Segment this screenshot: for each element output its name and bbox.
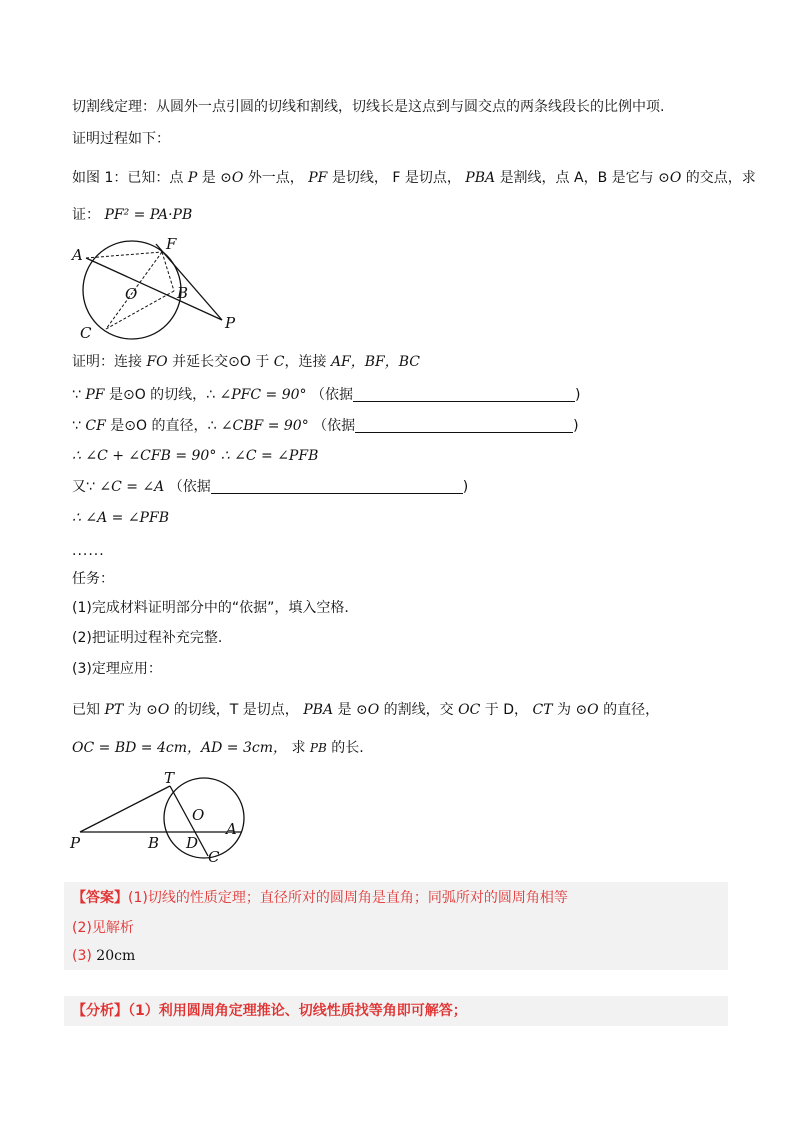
fig2-label-O: O (192, 806, 205, 824)
fig2-label-P: P (70, 834, 81, 852)
proof-ellipsis: ...... (72, 543, 105, 559)
fig1-label-A: A (72, 246, 83, 264)
fig1-label-P: P (225, 314, 236, 332)
answer-box (64, 882, 728, 970)
fig2-label-C: C (208, 848, 220, 866)
proof-header: 证明过程如下： (72, 131, 170, 147)
theorem-text: 切割线定理：从圆外一点引圆的切线和割线，切线长是这点到与圆交点的两条线段长的比例中项. (72, 99, 665, 115)
proof-line-6: ∴ ∠A = ∠PFB (72, 510, 169, 526)
fig2-label-A: A (226, 820, 237, 838)
fig1-label-C: C (80, 324, 92, 342)
analysis-line: 【分析】（1）利用圆周角定理推论、切线性质找等角即可解答； (72, 1003, 467, 1019)
answer-line-3: (3) 20cm (72, 948, 136, 964)
fig2-label-D: D (186, 834, 199, 852)
task-3: (3)定理应用： (72, 661, 162, 677)
proof-line-1: 证明：连接 FO 并延长交⊙O 于 C，连接 AF，BF，BC (72, 354, 421, 370)
reason-blank-3[interactable] (211, 479, 463, 494)
proof-line-5: 又∵ ∠C = ∠A （依据 ) (72, 479, 469, 495)
fig1-label-O: O (125, 285, 138, 303)
proof-line-3: ∵ CF 是⊙O 的直径，∴ ∠CBF = 90° （依据 ) (72, 418, 579, 434)
fig1-label-B: B (177, 284, 189, 302)
given-values-line: OC = BD = 4cm，AD = 3cm， 求 PB 的长. (72, 740, 364, 756)
fig2-label-T: T (164, 770, 175, 787)
tasks-header: 任务： (72, 571, 114, 587)
proof-line-4: ∴ ∠C + ∠CFB = 90° ∴ ∠C = ∠PFB (72, 448, 319, 464)
task-2: (2)把证明过程补充完整. (72, 630, 223, 646)
reason-blank-1[interactable] (353, 387, 575, 402)
fig1-label-F: F (166, 235, 177, 253)
analysis-box (64, 996, 728, 1026)
application-line: 已知 PT 为 ⊙O 的切线，T 是切点， PBA 是 ⊙O 的割线，交 OC 于 D， CT 为 ⊙O 的直径， (72, 702, 660, 718)
given-line: 如图 1：已知：点 P 是 ⊙O 外一点， PF 是切线， F 是切点， PBA 是割线，点 A，B 是它与 ⊙O 的交点，求 (72, 170, 756, 186)
figure-2 (68, 770, 258, 870)
fig2-label-B: B (148, 834, 160, 852)
proof-line-2: ∵ PF 是⊙O 的切线，∴ ∠PFC = 90° （依据 ) (72, 387, 581, 403)
answer-line-1: 【答案】(1)切线的性质定理；直径所对的圆周角是直角；同弧所对的圆周角相等 (72, 890, 568, 906)
answer-line-2: (2)见解析 (72, 920, 134, 936)
prove-line: 证： PF² = PA·PB (72, 207, 193, 223)
figure-1 (70, 234, 250, 344)
task-1: (1)完成材料证明部分中的“依据”，填入空格. (72, 600, 349, 616)
reason-blank-2[interactable] (355, 418, 573, 433)
